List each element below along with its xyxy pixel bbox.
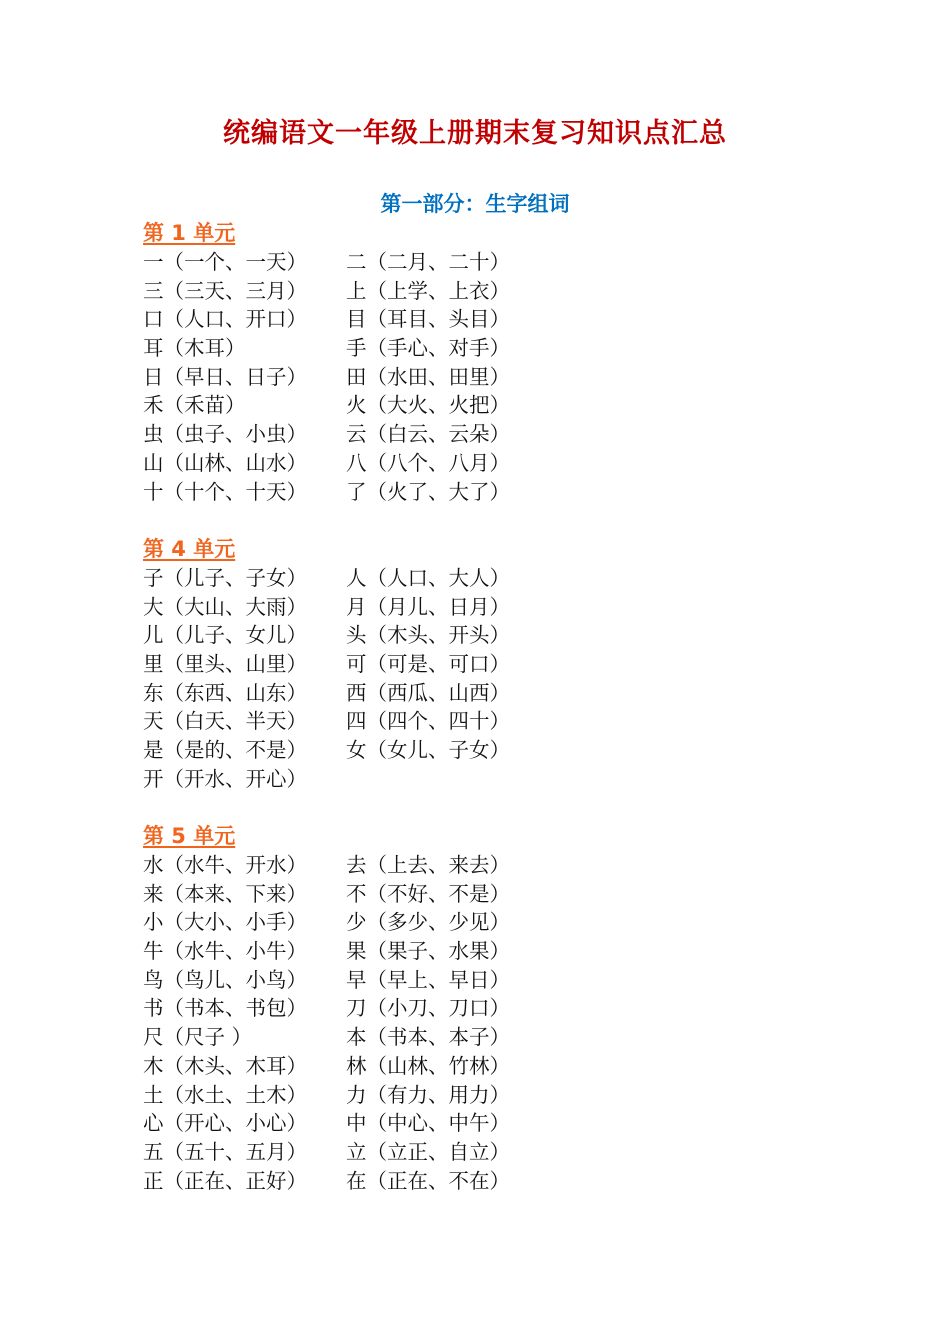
word-entry-right: 在（正在、不在） bbox=[346, 1168, 510, 1193]
word-row bbox=[143, 736, 743, 765]
word-entry-right: 西（西瓜、山西） bbox=[346, 680, 510, 705]
word-entry-right: 人（人口、大人） bbox=[346, 566, 510, 590]
word-entry-left: 里（里头、山里） bbox=[143, 652, 307, 677]
word-entry-left: 三（三天、三月） bbox=[143, 278, 307, 303]
word-entry-left: 大（大山、大雨） bbox=[143, 594, 307, 619]
word-row bbox=[143, 1023, 743, 1052]
word-entry-right: 本（书本、本子） bbox=[346, 1025, 510, 1050]
word-row bbox=[143, 679, 743, 708]
word-entry-left: 子（儿子、子女） bbox=[143, 566, 307, 590]
word-entry-right: 头（木头、开头） bbox=[346, 623, 510, 648]
unit-section-5 bbox=[143, 822, 743, 1195]
word-entry-left: 心（开心、小心） bbox=[143, 1111, 307, 1136]
word-row bbox=[143, 391, 743, 420]
word-entry-left: 天（白天、半天） bbox=[143, 709, 307, 734]
word-entry-left: 牛（水牛、小牛） bbox=[143, 939, 307, 964]
word-row bbox=[143, 1081, 743, 1110]
word-row bbox=[143, 908, 743, 937]
word-entry-right: 少（多少、少见） bbox=[346, 910, 510, 935]
word-entry-right: 不（不好、不是） bbox=[346, 881, 510, 906]
word-entry-left: 小（大小、小手） bbox=[143, 910, 307, 935]
word-entry-left: 儿（儿子、女儿） bbox=[143, 623, 307, 648]
word-entry-right: 可（可是、可口） bbox=[346, 652, 510, 677]
word-entry-right: 立（立正、自立） bbox=[346, 1139, 510, 1164]
word-entry-left: 木（木头、木耳） bbox=[143, 1053, 307, 1078]
word-entry-right: 力（有力、用力） bbox=[346, 1082, 510, 1107]
word-row bbox=[143, 966, 743, 995]
word-row bbox=[143, 1109, 743, 1138]
word-entry-right: 了（火了、大了） bbox=[346, 479, 510, 504]
word-row bbox=[143, 564, 743, 593]
word-entry-right: 中（中心、中午） bbox=[346, 1111, 510, 1136]
unit-heading: 第 1 单元 bbox=[143, 221, 236, 245]
word-entry-right: 果（果子、水果） bbox=[346, 939, 510, 964]
word-row bbox=[143, 449, 743, 478]
word-row bbox=[143, 277, 743, 306]
word-row bbox=[143, 334, 743, 363]
unit-heading: 第 4 单元 bbox=[143, 537, 236, 561]
word-entry-right: 去（上去、来去） bbox=[346, 853, 510, 877]
word-entry-left: 日（早日、日子） bbox=[143, 364, 307, 389]
word-entry-right: 四（四个、四十） bbox=[346, 709, 510, 734]
word-entry-right: 二（二月、二十） bbox=[346, 250, 510, 274]
unit-section-1 bbox=[143, 219, 743, 506]
document-title: 统编语文一年级上册期末复习知识点汇总 bbox=[223, 118, 727, 149]
word-entry-left: 十（十个、十天） bbox=[143, 479, 307, 504]
word-entry-right: 手（手心、对手） bbox=[346, 336, 510, 361]
word-entry-right: 刀（小刀、刀口） bbox=[346, 996, 510, 1021]
word-entry-left: 鸟（鸟儿、小鸟） bbox=[143, 967, 307, 992]
word-entry-left: 来（本来、下来） bbox=[143, 881, 307, 906]
word-row bbox=[143, 248, 743, 277]
word-row bbox=[143, 1052, 743, 1081]
word-entry-left: 一（一个、一天） bbox=[143, 250, 307, 274]
word-entry-left: 书（书本、书包） bbox=[143, 996, 307, 1021]
word-row bbox=[143, 765, 743, 794]
word-entry-right: 目（耳目、头目） bbox=[346, 307, 510, 332]
word-list bbox=[143, 564, 743, 794]
word-entry-left: 开（开水、开心） bbox=[143, 766, 307, 791]
unit-section-4 bbox=[143, 535, 743, 794]
word-entry-right: 上（上学、上衣） bbox=[346, 278, 510, 303]
word-list bbox=[143, 248, 743, 506]
word-row bbox=[143, 478, 743, 507]
word-row bbox=[143, 305, 743, 334]
word-entry-left: 尺（尺子 ） bbox=[143, 1025, 253, 1050]
word-entry-left: 土（水土、土木） bbox=[143, 1082, 307, 1107]
word-row bbox=[143, 363, 743, 392]
word-row bbox=[143, 1138, 743, 1167]
word-entry-right: 女（女儿、子女） bbox=[346, 738, 510, 763]
word-row bbox=[143, 1167, 743, 1196]
word-entry-right: 林（山林、竹林） bbox=[346, 1053, 510, 1078]
word-entry-left: 正（正在、正好） bbox=[143, 1168, 307, 1193]
word-entry-right: 田（水田、田里） bbox=[346, 364, 510, 389]
word-row bbox=[143, 650, 743, 679]
word-entry-left: 耳（木耳） bbox=[143, 336, 246, 361]
word-row bbox=[143, 880, 743, 909]
word-entry-left: 是（是的、不是） bbox=[143, 738, 307, 763]
word-row bbox=[143, 937, 743, 966]
word-row bbox=[143, 994, 743, 1023]
part-title bbox=[0, 186, 950, 222]
word-row bbox=[143, 707, 743, 736]
word-entry-right: 云（白云、云朵） bbox=[346, 422, 510, 447]
word-entry-left: 口（人口、开口） bbox=[143, 307, 307, 332]
word-entry-right: 早（早上、早日） bbox=[346, 967, 510, 992]
word-row bbox=[143, 593, 743, 622]
word-entry-left: 虫（虫子、小虫） bbox=[143, 422, 307, 447]
word-entry-right: 八（八个、八月） bbox=[346, 450, 510, 475]
word-row bbox=[143, 851, 743, 880]
word-row bbox=[143, 621, 743, 650]
word-entry-left: 山（山林、山水） bbox=[143, 450, 307, 475]
word-entry-left: 水（水牛、开水） bbox=[143, 853, 307, 877]
word-entry-left: 东（东西、山东） bbox=[143, 680, 307, 705]
word-entry-right: 月（月儿、日月） bbox=[346, 594, 510, 619]
word-list bbox=[143, 851, 743, 1195]
unit-heading: 第 5 单元 bbox=[143, 824, 236, 848]
word-row bbox=[143, 420, 743, 449]
word-entry-left: 禾（禾苗） bbox=[143, 393, 246, 418]
part-title-text: 第一部分：生字组词 bbox=[380, 192, 570, 216]
word-entry-left: 五（五十、五月） bbox=[143, 1139, 307, 1164]
word-entry-right: 火（大火、火把） bbox=[346, 393, 510, 418]
